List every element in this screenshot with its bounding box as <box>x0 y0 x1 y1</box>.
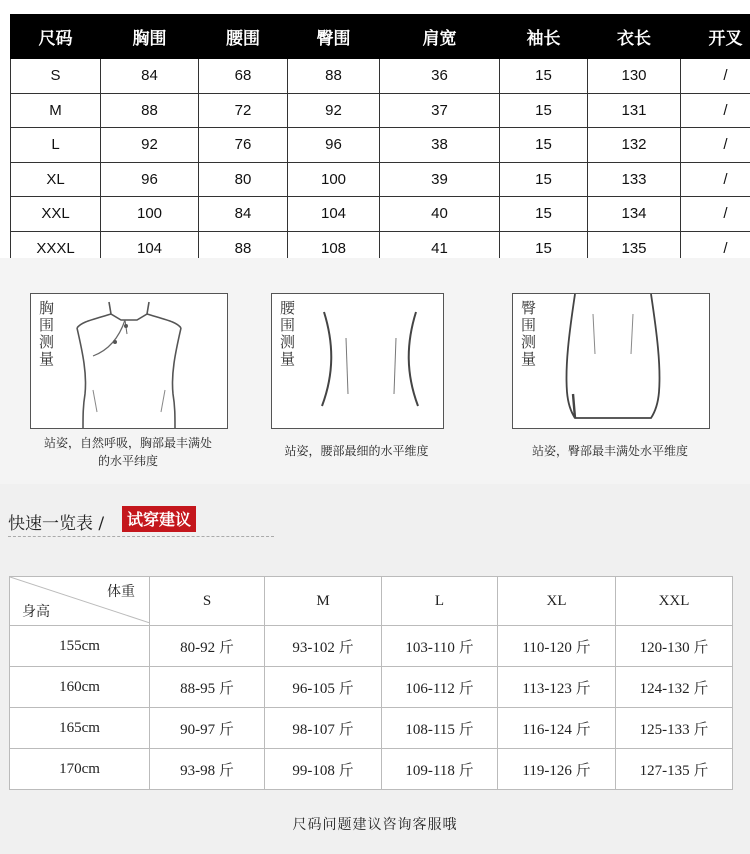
header-size: 尺码 <box>11 15 101 59</box>
hip-measure-card <box>512 293 710 429</box>
cell-length: 130 <box>588 59 681 94</box>
caption-line: 站姿，自然呼吸，胸部最丰满处 <box>43 436 212 450</box>
cell-length: 135 <box>588 231 681 266</box>
cell-slit: / <box>681 231 750 266</box>
cell-length: 131 <box>588 93 681 128</box>
weight-cell: 93-102 斤 <box>265 626 382 667</box>
cell-bust: 84 <box>101 59 199 94</box>
header-hip: 臀围 <box>288 15 380 59</box>
cell-waist: 84 <box>199 197 288 232</box>
weight-cell: 120-130 斤 <box>616 626 733 667</box>
cell-bust: 92 <box>101 128 199 163</box>
corner-height-label: 身高 <box>22 604 50 620</box>
header-bust: 胸围 <box>101 15 199 59</box>
cell-sleeve: 15 <box>500 93 588 128</box>
weight-cell: 113-123 斤 <box>498 667 616 708</box>
corner-cell <box>10 577 150 626</box>
weight-cell: 88-95 斤 <box>150 667 265 708</box>
table-row <box>11 197 750 232</box>
header-sleeve: 袖长 <box>500 15 588 59</box>
table-row <box>11 162 750 197</box>
cell-bust: 96 <box>101 162 199 197</box>
fitting-suggestion-badge: 试穿建议 <box>122 506 196 532</box>
size-header-cell: XXL <box>616 577 733 626</box>
weight-table-header-row <box>10 577 733 626</box>
waist-measure-card <box>271 293 444 429</box>
bust-measure-card <box>30 293 228 429</box>
weight-cell: 125-133 斤 <box>616 708 733 749</box>
table-row <box>11 128 750 163</box>
cell-hip: 100 <box>288 162 380 197</box>
cell-shoulder: 38 <box>380 128 500 163</box>
caption-line: 站姿，臀部最丰满处水平维度 <box>531 444 688 458</box>
weight-cell: 109-118 斤 <box>382 749 498 790</box>
weight-cell: 108-115 斤 <box>382 708 498 749</box>
cell-hip: 108 <box>288 231 380 266</box>
cell-length: 133 <box>588 162 681 197</box>
table-row <box>11 59 750 94</box>
header-shoulder: 肩宽 <box>380 15 500 59</box>
weight-height-table <box>9 576 733 790</box>
card-label: 胸围测量 <box>39 299 55 368</box>
cell-size: XL <box>11 162 101 197</box>
header-slit: 开叉 <box>681 15 750 59</box>
height-cell: 165cm <box>10 708 150 749</box>
cell-slit: / <box>681 93 750 128</box>
table-row <box>10 626 733 667</box>
cell-waist: 68 <box>199 59 288 94</box>
cell-shoulder: 41 <box>380 231 500 266</box>
height-cell: 170cm <box>10 749 150 790</box>
weight-cell: 93-98 斤 <box>150 749 265 790</box>
table-row <box>10 749 733 790</box>
cell-slit: / <box>681 162 750 197</box>
cell-hip: 92 <box>288 93 380 128</box>
qipao-hip-illustration <box>513 294 709 428</box>
cell-sleeve: 15 <box>500 197 588 232</box>
weight-cell: 80-92 斤 <box>150 626 265 667</box>
cell-sleeve: 15 <box>500 231 588 266</box>
cell-sleeve: 15 <box>500 59 588 94</box>
corner-weight-label: 体重 <box>107 584 135 600</box>
cell-sleeve: 15 <box>500 128 588 163</box>
weight-cell: 99-108 斤 <box>265 749 382 790</box>
size-header-cell: M <box>265 577 382 626</box>
cell-length: 132 <box>588 128 681 163</box>
cell-size: XXL <box>11 197 101 232</box>
cell-slit: / <box>681 59 750 94</box>
dashed-divider <box>8 536 274 537</box>
size-chart-table <box>10 14 750 266</box>
cell-slit: / <box>681 128 750 163</box>
weight-cell: 110-120 斤 <box>498 626 616 667</box>
weight-cell: 127-135 斤 <box>616 749 733 790</box>
weight-cell: 116-124 斤 <box>498 708 616 749</box>
header-waist: 腰围 <box>199 15 288 59</box>
table-row <box>10 667 733 708</box>
section-title: 快速一览表 / <box>8 514 105 534</box>
cell-hip: 88 <box>288 59 380 94</box>
size-chart-header-row <box>11 15 750 59</box>
cell-size: M <box>11 93 101 128</box>
weight-cell: 103-110 斤 <box>382 626 498 667</box>
weight-cell: 124-132 斤 <box>616 667 733 708</box>
cell-shoulder: 40 <box>380 197 500 232</box>
cell-waist: 80 <box>199 162 288 197</box>
weight-cell: 119-126 斤 <box>498 749 616 790</box>
size-header-cell: XL <box>498 577 616 626</box>
quick-reference-section <box>0 484 750 854</box>
cell-waist: 72 <box>199 93 288 128</box>
size-header-cell: S <box>150 577 265 626</box>
weight-cell: 90-97 斤 <box>150 708 265 749</box>
caption-line: 站姿，腰部最细的水平维度 <box>284 444 429 458</box>
card-label: 臀围测量 <box>521 299 537 368</box>
caption-line: 的水平纬度 <box>97 454 158 468</box>
weight-cell: 106-112 斤 <box>382 667 498 708</box>
hip-caption <box>500 442 720 460</box>
customer-service-note: 尺码问题建议咨询客服哦 <box>292 817 458 833</box>
table-row <box>11 93 750 128</box>
size-header-cell: L <box>382 577 498 626</box>
card-label: 腰围测量 <box>280 299 296 368</box>
cell-slit: / <box>681 197 750 232</box>
bust-caption <box>10 434 246 470</box>
cell-bust: 88 <box>101 93 199 128</box>
header-length: 衣长 <box>588 15 681 59</box>
cell-size: L <box>11 128 101 163</box>
cell-shoulder: 37 <box>380 93 500 128</box>
table-row <box>10 708 733 749</box>
cell-size: XXXL <box>11 231 101 266</box>
cell-bust: 100 <box>101 197 199 232</box>
qipao-bust-illustration <box>31 294 227 428</box>
measuring-guide <box>0 258 750 484</box>
cell-hip: 96 <box>288 128 380 163</box>
weight-cell: 98-107 斤 <box>265 708 382 749</box>
cell-hip: 104 <box>288 197 380 232</box>
cell-length: 134 <box>588 197 681 232</box>
height-cell: 155cm <box>10 626 150 667</box>
cell-sleeve: 15 <box>500 162 588 197</box>
cell-waist: 88 <box>199 231 288 266</box>
cell-size: S <box>11 59 101 94</box>
cell-shoulder: 36 <box>380 59 500 94</box>
weight-cell: 96-105 斤 <box>265 667 382 708</box>
cell-shoulder: 39 <box>380 162 500 197</box>
cell-waist: 76 <box>199 128 288 163</box>
height-cell: 160cm <box>10 667 150 708</box>
cell-bust: 104 <box>101 231 199 266</box>
waist-caption <box>251 442 462 460</box>
